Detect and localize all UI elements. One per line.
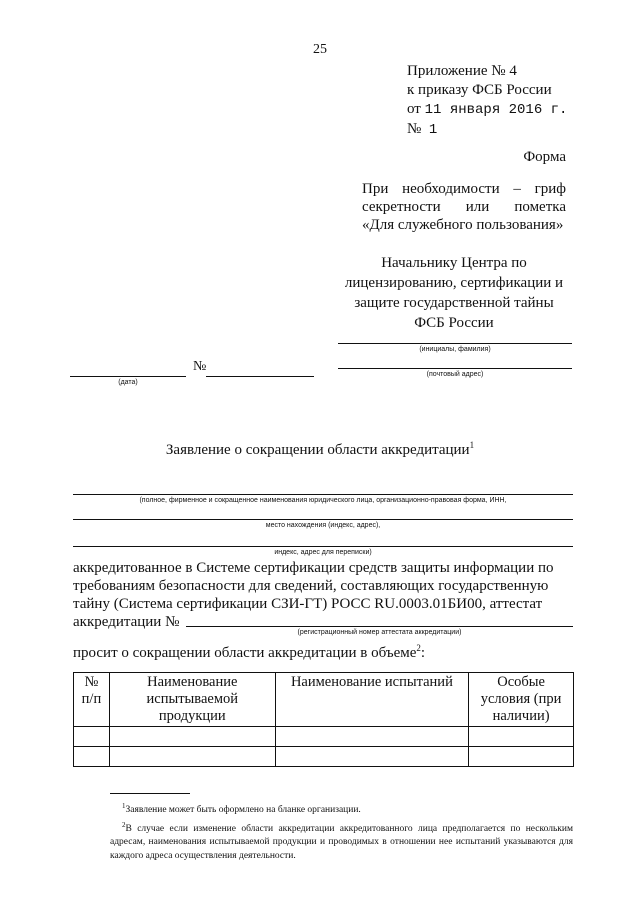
appendix-date-prefix: от bbox=[407, 101, 421, 117]
date-line[interactable] bbox=[70, 376, 186, 377]
addressee-block bbox=[336, 253, 572, 333]
request-line bbox=[73, 643, 425, 662]
document-title bbox=[0, 440, 640, 459]
mail-address-line[interactable] bbox=[73, 546, 573, 547]
accreditation-table bbox=[73, 672, 574, 767]
entity-names-caption: (полное, фирменное и сокращенное наименования юридического лица, организационно-правовая форма, ИНН, bbox=[139, 497, 507, 504]
appendix-order-ref: к приказу ФСБ России bbox=[407, 82, 552, 98]
appendix-date-line bbox=[407, 100, 567, 120]
entity-names-line[interactable] bbox=[73, 494, 573, 495]
body-line3: тайну (Система сертификации СЗИ-ГТ) РОСС RU.0003.01БИ00, аттестат bbox=[73, 596, 543, 612]
initials-line[interactable] bbox=[338, 343, 572, 344]
appendix-number: 1 bbox=[428, 122, 438, 138]
table-cell[interactable] bbox=[109, 727, 275, 747]
request-footnote-mark: 2 bbox=[416, 643, 421, 653]
table-header-row bbox=[74, 673, 574, 727]
addressee-line3: защите государственной тайны bbox=[354, 295, 554, 311]
appendix-number-line bbox=[407, 120, 567, 140]
header-tests: Наименование испытаний bbox=[275, 673, 469, 727]
addressee-line1: Начальнику Центра по bbox=[381, 255, 527, 271]
page-number: 25 bbox=[313, 42, 327, 57]
footnote-1-mark: 1 bbox=[122, 802, 126, 810]
header-number: № п/п bbox=[74, 673, 110, 727]
table-cell[interactable] bbox=[74, 747, 110, 767]
body-line4: аккредитации № bbox=[73, 614, 180, 630]
table-cell[interactable] bbox=[275, 747, 469, 767]
reg-number-caption: (регистрационный номер аттестата аккредитации) bbox=[297, 629, 462, 636]
request-text: просит о сокращении области аккредитации в объеме bbox=[73, 645, 417, 661]
table-row bbox=[74, 747, 574, 767]
footnote-separator bbox=[110, 793, 190, 794]
footnote-2 bbox=[110, 819, 573, 864]
appendix-number-prefix: № bbox=[407, 121, 422, 137]
initials-caption: (инициалы, фамилия) bbox=[419, 346, 491, 353]
outgoing-number-line[interactable] bbox=[206, 376, 314, 377]
table-cell[interactable] bbox=[74, 727, 110, 747]
table-cell[interactable] bbox=[275, 727, 469, 747]
body-text bbox=[73, 559, 573, 631]
appendix-date: 11 января 2016 г. bbox=[424, 102, 568, 118]
number-sign: № bbox=[193, 359, 207, 374]
secrecy-note-line1: При необходимости – гриф bbox=[362, 181, 566, 197]
postal-address-caption: (почтовый адрес) bbox=[426, 371, 484, 378]
form-label: Форма bbox=[523, 149, 566, 165]
addressee-line2: лицензированию, сертификации и bbox=[344, 275, 564, 291]
body-line1: аккредитованное в Системе сертификации средств защиты информации по bbox=[73, 560, 554, 576]
table-cell[interactable] bbox=[469, 747, 574, 767]
header-conditions: Особые условия (при наличии) bbox=[469, 673, 574, 727]
title-footnote-mark: 1 bbox=[469, 440, 475, 450]
appendix-title: Приложение № 4 bbox=[407, 63, 517, 79]
footnotes bbox=[110, 800, 573, 864]
header-product: Наименование испытываемой продукции bbox=[109, 673, 275, 727]
appendix-block bbox=[407, 62, 567, 140]
footnote-1 bbox=[110, 800, 573, 818]
request-suffix: : bbox=[420, 645, 426, 661]
table-cell[interactable] bbox=[109, 747, 275, 767]
secrecy-note bbox=[362, 180, 566, 234]
location-caption: место нахождения (индекс, адрес), bbox=[265, 522, 381, 529]
footnote-2-mark: 2 bbox=[122, 820, 126, 829]
postal-address-line[interactable] bbox=[338, 368, 572, 369]
mail-address-caption: индекс, адрес для переписки) bbox=[274, 549, 372, 556]
secrecy-note-line2: секретности или пометка bbox=[362, 199, 566, 215]
body-line2: требованиям безопасности для сведений, составляющих государственную bbox=[73, 578, 549, 594]
addressee-line4: ФСБ России bbox=[414, 315, 494, 331]
footnote-1-text: Заявление может быть оформлено на бланке организации. bbox=[125, 805, 361, 816]
table-cell[interactable] bbox=[469, 727, 574, 747]
document-title-text: Заявление о сокращении области аккредитации bbox=[165, 442, 470, 458]
secrecy-note-line3: «Для служебного пользования» bbox=[362, 217, 564, 233]
date-caption: (дата) bbox=[118, 379, 138, 386]
table-row bbox=[74, 727, 574, 747]
reg-number-line[interactable] bbox=[186, 626, 573, 627]
location-line[interactable] bbox=[73, 519, 573, 520]
footnote-2-text: В случае если изменение области аккредитации аккредитованного лица предполагается по нескольким адресам, наименования испытываемой продукции и проводимых в отношении нее испытаний указываются для каждого адреса осуществления деятельности. bbox=[110, 823, 573, 861]
